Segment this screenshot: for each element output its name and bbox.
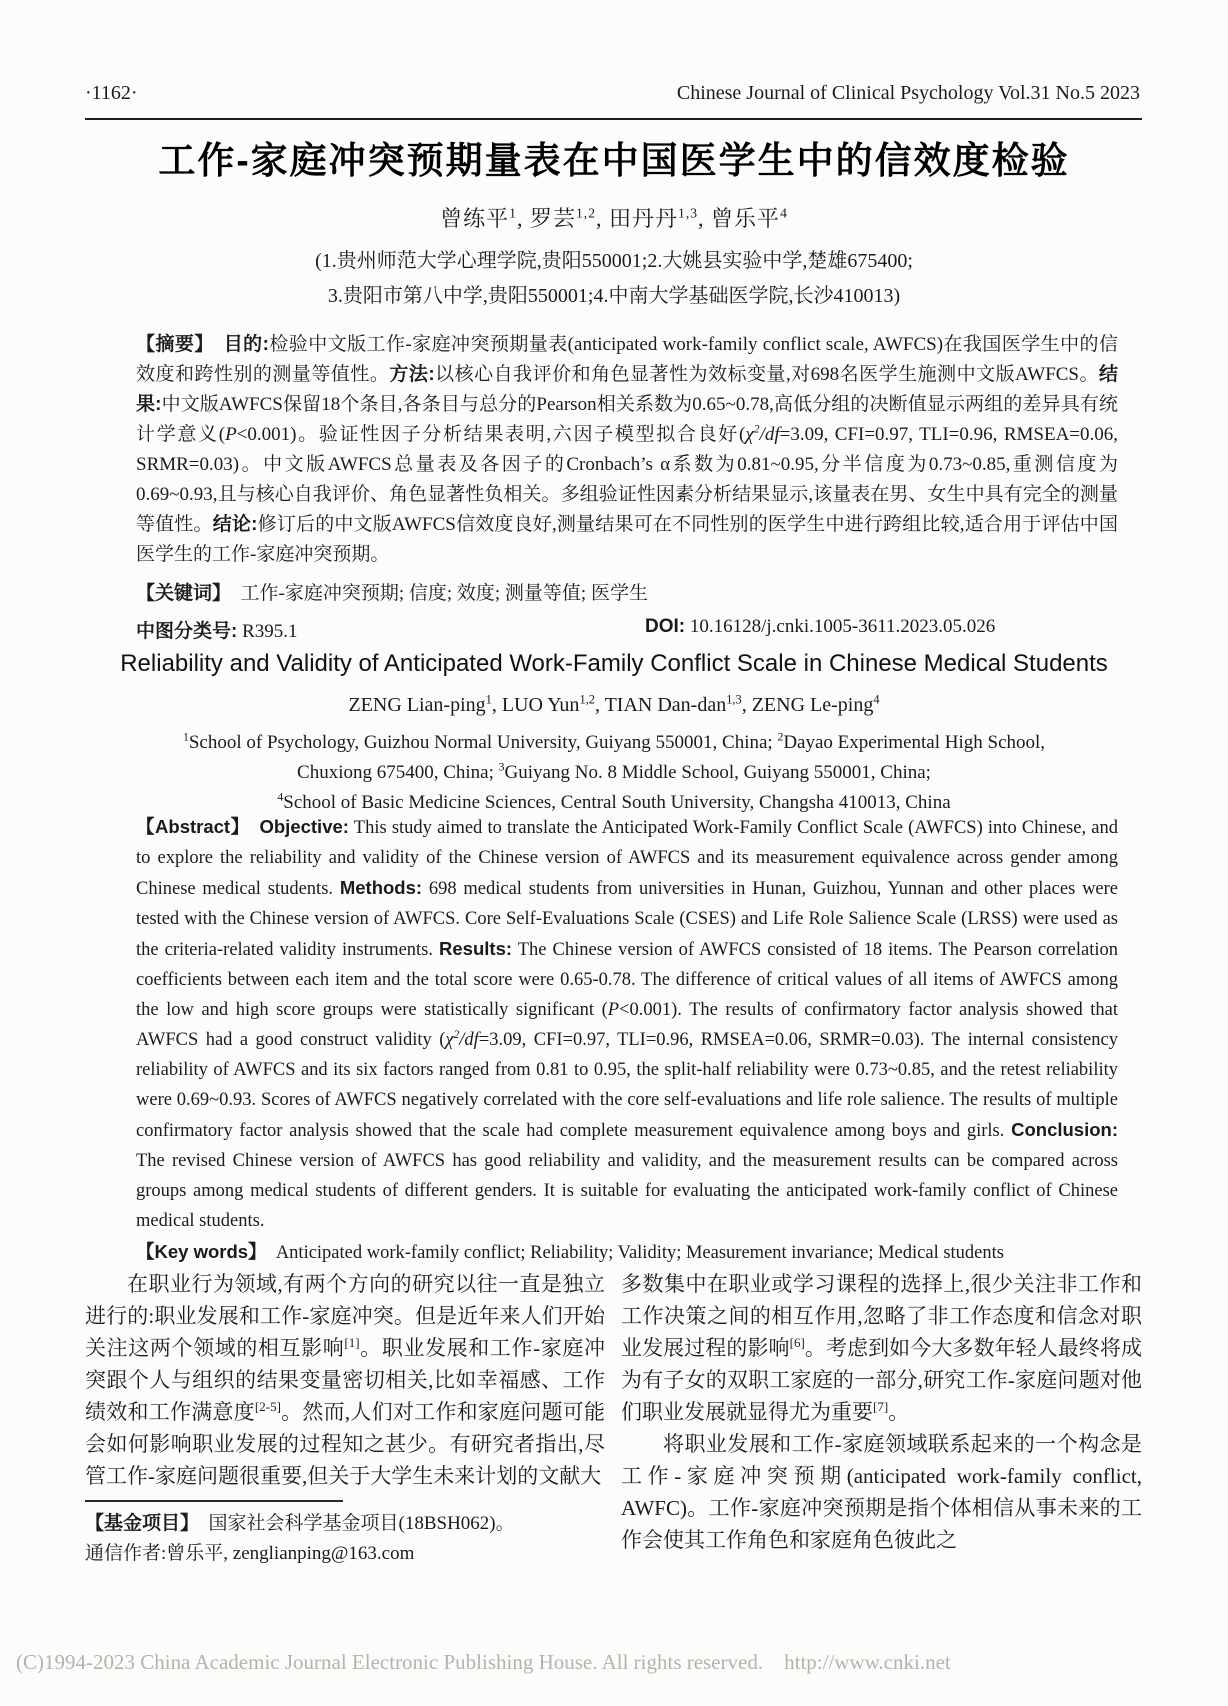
page-number: ·1162· [85, 82, 138, 104]
body-column-right [621, 1268, 1142, 1556]
abstract-en: 【Abstract】 Objective: This study aimed to translate the Anticipated Work-Family Conflict Scale (AWFCS) into Chinese, and to explore the reliability and validity of the Chinese version of AWFCS and its measurement equivalence across gender among Chinese medical students. Methods: 698 medical students from universities in Hunan, Guizhou, Yunnan and other places were tested with the Chinese version of AWFCS. Core Self-Evaluations Scale (CSES) and Life Role Salience Scale (LRSS) were used as the criteria-related validity instruments. Results: The Chinese version of AWFCS consisted of 18 items. The Pearson correlation coefficients between each item and the total score were 0.65-0.78. The difference of critical values of all items of AWFCS among the low and high score groups were statistically significant (P<0.001). The results of confirmatory factor analysis showed that AWFCS had a good construct validity ($\chi^2/df=3.09$, CFI=0.97, TLI=0.96, RMSEA=0.06, SRMR=0.03). The internal consistency reliability of AWFCS and its six factors ranged from 0.81 to 0.95, the split-half reliability were 0.73~0.85, and the retest reliability were 0.69~0.93. Scores of AWFCS negatively correlated with the core self-evaluations and life role salience. The results of multiple confirmatory factor analysis showed that the scale had complete measurement equivalence among boys and girls. Conclusion: The revised Chinese version of AWFCS has good reliability and validity, and the measurement results can be compared across groups among medical students of different genders. It is suitable for evaluating the anticipated work-family conflict of Chinese medical students. [136, 816, 1119, 1231]
article-title-en: Reliability and Validity of Anticipated Work-Family Conflict Scale in Chinese Medical Students [120, 650, 1108, 677]
affiliation-en-line: Chuxiong 675400, China; $^3$Guiyang No. 8 Middle School, Guiyang 550001, China; [297, 760, 931, 783]
keywords-cn: 【关键词】 工作-家庭冲突预期; 信度; 效度; 测量等值; 医学生 [136, 583, 648, 604]
authors-en: ZENG Lian-ping$^1$, LUO Yun$^{1,2}$, TIAN Dan-dan$^{1,3}$, ZENG Le-ping$^4$ [348, 692, 880, 716]
affiliations-en [0, 728, 1228, 818]
classification-doi-row [136, 616, 1118, 643]
affiliation-en-line: $^1$School of Psychology, Guizhou Normal University, Guiyang 550001, China; $^2$Dayao Experimental High School, [182, 730, 1046, 753]
affiliation-cn-line: 3.贵阳市第八中学,贵阳550001;4.中南大学基础医学院,长沙410013) [327, 285, 901, 307]
footnote-divider [85, 1500, 343, 1502]
journal-volume-info: Chinese Journal of Clinical Psychology Vol.31 No.5 2023 [676, 82, 1140, 104]
doi: DOI: 10.16128/j.cnki.1005-3611.2023.05.026 [645, 616, 996, 637]
classification-number: 中图分类号: R395.1 [136, 621, 298, 642]
affiliations-cn [0, 244, 1228, 314]
header-divider [85, 118, 1142, 120]
body-paragraph: 将职业发展和工作-家庭领域联系起来的一个构念是工作-家庭冲突预期(anticipated work-family conflict, AWFC)。工作-家庭冲突预期是指个体相信从事未来的工作会使其工作角色和家庭角色彼此之 [621, 1432, 1142, 1552]
copyright-footer: (C)1994-2023 China Academic Journal Electronic Publishing House. All rights reserved. http://www.cnki.net [16, 1650, 951, 1674]
affiliation-en-line: $^4$School of Basic Medicine Sciences, Central South University, Changsha 410013, China [277, 790, 951, 813]
article-title-cn: 工作-家庭冲突预期量表在中国医学生中的信效度检验 [158, 140, 1070, 181]
body-column-left [85, 1268, 605, 1569]
abstract-cn: 【摘要】 目的:检验中文版工作-家庭冲突预期量表(anticipated work-family conflict scale, AWFCS)在我国医学生中的信效度和跨性别的测量等值性。方法:以核心自我评价和角色显著性为效标变量,对698名医学生施测中文版AWFCS。结果:中文版AWFCS保留18个条目,各条目与总分的Pearson相关系数为0.65~0.78,高低分组的决断值显示两组的差异具有统计学意义(P<0.001)。验证性因子分析结果表明,六因子模型拟合良好($\chi^2/df=3.09$, CFI=0.97, TLI=0.96, RMSEA=0.06, SRMR=0.03)。中文版AWFCS总量表及各因子的Cronbach’s α系数为0.81~0.95,分半信度为0.73~0.85,重测信度为0.69~0.93,且与核心自我评价、角色显著性负相关。多组验证性因素分析结果显示,该量表在男、女生中具有完全的测量等值性。结论:修订后的中文版AWFCS信效度良好,测量结果可在不同性别的医学生中进行跨组比较,适合用于评估中国医学生的工作-家庭冲突预期。 [136, 334, 1119, 565]
funding-note: 【基金项目】 国家社会科学基金项目(18BSH062)。 [85, 1513, 515, 1534]
keywords-en: 【Key words】 Anticipated work-family conflict; Reliability; Validity; Measurement invariance; Medical students [136, 1241, 1004, 1263]
body-paragraph: 多数集中在职业或学习课程的选择上,很少关注非工作和工作决策之间的相互作用,忽略了非工作态度和信念对职业发展过程的影响[6]。考虑到如今大多数年轻人最终将成为有子女的双职工家庭的一部分,研究工作-家庭问题对他们职业发展就显得尤为重要[7]。 [621, 1272, 1143, 1424]
body-paragraph: 在职业行为领域,有两个方向的研究以往一直是独立进行的:职业发展和工作-家庭冲突。但是近年来人们开始关注这两个领域的相互影响[1]。职业发展和工作-家庭冲突跟个人与组织的结果变量密切相关,比如幸福感、工作绩效和工作满意度[2-5]。然而,人们对工作和家庭问题可能会如何影响职业发展的过程知之甚少。有研究者指出,尽管工作-家庭问题很重要,但关于大学生未来计划的文献大 [85, 1272, 605, 1488]
page-header [85, 82, 1140, 105]
affiliation-cn-line: (1.贵州师范大学心理学院,贵阳550001;2.大姚县实验中学,楚雄675400; [315, 250, 913, 272]
corresponding-author-note: 通信作者:曾乐平, zenglianping@163.com [85, 1543, 415, 1564]
authors-cn: 曾练平$^1$, 罗芸$^{1,2}$, 田丹丹$^{1,3}$, 曾乐平$^4$ [440, 205, 788, 231]
